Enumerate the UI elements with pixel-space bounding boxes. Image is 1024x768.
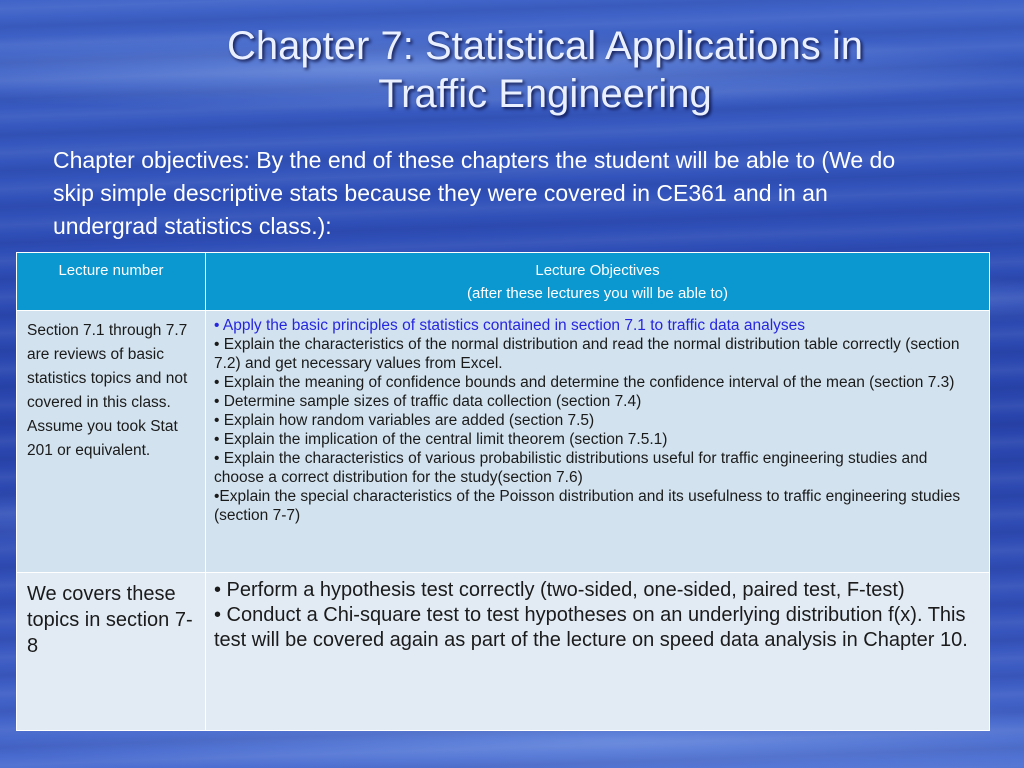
objective-item: • Explain the characteristics of various probabilistic distributions useful for traffic engineering studies and choose a correct distribution for the study(section 7.6) xyxy=(214,450,928,486)
header-lecture-number xyxy=(17,253,206,311)
objective-item: • Determine sample sizes of traffic data collection (section 7.4) xyxy=(214,393,642,410)
objective-item: • Explain the characteristics of the normal distribution and read the normal distribution table correctly (section 7.2) and get necessary values from Excel. xyxy=(214,336,960,372)
objective-item: • Conduct a Chi-square test to test hypotheses on an underlying distribution f(x). This test will be covered again as part of the lecture on speed data analysis in Chapter 10. xyxy=(214,604,968,651)
header-lecture-objectives xyxy=(206,253,990,311)
slide-title xyxy=(90,22,1000,118)
table-header-row xyxy=(17,253,990,311)
objectives-table xyxy=(16,252,990,731)
objective-item: • Apply the basic principles of statistics contained in section 7.1 to traffic data analyses xyxy=(214,317,806,334)
objective-item: • Explain how random variables are added (section 7.5) xyxy=(214,412,595,429)
objectives-cell xyxy=(206,573,990,731)
slide-title-line2: Traffic Engineering xyxy=(378,72,712,116)
header-objectives-line1: Lecture Objectives xyxy=(535,262,660,279)
objective-item: • Perform a hypothesis test correctly (two-sided, one-sided, paired test, F-test) xyxy=(214,579,905,601)
lecture-cell: We covers these topics in section 7-8 xyxy=(17,573,206,731)
slide-title-line1: Chapter 7: Statistical Applications in xyxy=(227,24,863,68)
objectives-cell xyxy=(206,311,990,573)
objective-item: • Explain the meaning of confidence bounds and determine the confidence interval of the mean (section 7.3) xyxy=(214,374,955,391)
lecture-cell: Section 7.1 through 7.7 are reviews of basic statistics topics and not covered in this class. Assume you took Stat 201 or equivalent. xyxy=(17,311,206,573)
chapter-objectives-intro: Chapter objectives: By the end of these chapters the student will be able to (We do skip simple descriptive stats because they were covered in CE361 and in an undergrad statistics class.): xyxy=(53,147,896,239)
objective-item: • Explain the implication of the central limit theorem (section 7.5.1) xyxy=(214,431,668,448)
header-lecture-number-label: Lecture number xyxy=(58,262,164,279)
table-row xyxy=(17,311,990,573)
table-row xyxy=(17,573,990,731)
objective-item: •Explain the special characteristics of the Poisson distribution and its usefulness to traffic engineering studies (section 7-7) xyxy=(214,488,961,524)
header-objectives-line2: (after these lectures you will be able to) xyxy=(467,285,728,302)
